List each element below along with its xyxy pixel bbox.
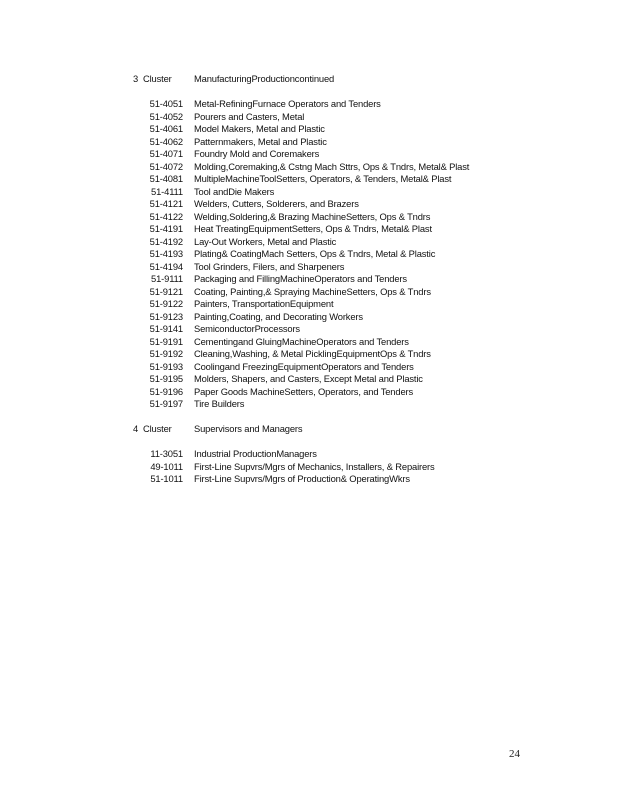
occupation-title: Packaging and FillingMachineOperators and Tenders — [194, 273, 407, 284]
occupation-title: Tool andDie Makers — [194, 185, 275, 197]
occupation-title: Tire Builders — [194, 398, 245, 409]
occupation-title: Model Makers, Metal and Plastic — [194, 123, 325, 134]
occupation-code: 51-4122 — [149, 210, 183, 222]
occupation-row — [133, 136, 469, 149]
occupation-code: 51-4194 — [149, 260, 183, 272]
occupation-code: 49-1011 — [150, 460, 183, 472]
occupation-row — [133, 336, 469, 349]
occupation-row — [133, 211, 469, 224]
occupation-code: 51-4111 — [151, 185, 183, 197]
cluster-label: Cluster — [143, 73, 172, 84]
occupation-title: SemiconductorProcessors — [194, 323, 300, 334]
occupation-row — [133, 186, 469, 199]
cluster-label: Cluster — [143, 423, 172, 434]
occupation-code: 11-3051 — [150, 448, 183, 459]
occupation-code: 51-4121 — [149, 198, 183, 209]
occupation-title: Patternmakers, Metal and Plastic — [194, 135, 327, 147]
occupation-row — [133, 348, 469, 361]
occupation-code: 51-9111 — [151, 273, 183, 284]
occupation-code: 51-9197 — [149, 398, 183, 409]
occupation-title: Cleaning,Washing, & Metal PicklingEquipmentOps & Tndrs — [194, 348, 431, 359]
occupation-title: Foundry Mold and Coremakers — [194, 148, 320, 159]
cluster-4-occupation-list — [133, 448, 435, 486]
occupation-code: 51-4192 — [149, 235, 183, 247]
occupation-code: 51-4052 — [149, 110, 183, 122]
page-number: 24 — [509, 748, 520, 760]
occupation-row — [133, 223, 469, 236]
occupation-row — [133, 361, 469, 374]
occupation-code: 51-4061 — [149, 123, 183, 134]
cluster-3-occupation-list — [133, 98, 469, 411]
occupation-row — [133, 248, 469, 261]
occupation-title: Welding,Soldering,& Brazing MachineSetters, Ops & Tndrs — [194, 210, 431, 222]
occupation-row — [133, 161, 469, 174]
occupation-title: Molding,Coremaking,& Cstng Mach Sttrs, Ops & Tndrs, Metal& Plast — [194, 160, 470, 172]
occupation-code: 51-4072 — [149, 160, 183, 172]
occupation-code: 51-9191 — [149, 335, 183, 347]
occupation-row — [133, 386, 469, 399]
occupation-title: First-Line Supvrs/Mgrs of Production& OperatingWkrs — [194, 473, 410, 484]
occupation-title: Paper Goods MachineSetters, Operators, and Tenders — [194, 385, 414, 397]
cluster-4-heading — [133, 423, 302, 435]
occupation-row — [133, 123, 469, 136]
occupation-row — [133, 373, 469, 386]
cluster-number: 3 — [133, 73, 139, 84]
occupation-title: Industrial ProductionManagers — [194, 448, 317, 459]
occupation-title: Heat TreatingEquipmentSetters, Ops & Tndrs, Metal& Plast — [194, 223, 432, 234]
occupation-row — [133, 173, 469, 186]
occupation-code: 51-1011 — [150, 473, 183, 484]
occupation-title: Welders, Cutters, Solderers, and Brazers — [194, 198, 359, 209]
occupation-code: 51-9193 — [149, 360, 183, 372]
occupation-title: Lay-Out Workers, Metal and Plastic — [194, 235, 337, 247]
occupation-title: MultipleMachineToolSetters, Operators, & Tenders, Metal& Plast — [194, 173, 452, 184]
occupation-title: Pourers and Casters, Metal — [194, 110, 305, 122]
occupation-row — [133, 236, 469, 249]
occupation-title: Molders, Shapers, and Casters, Except Metal and Plastic — [194, 373, 423, 384]
occupation-row — [133, 286, 469, 299]
occupation-row — [133, 148, 469, 161]
occupation-code: 51-9192 — [149, 348, 183, 359]
occupation-code: 51-4051 — [149, 98, 183, 109]
occupation-title: Plating& CoatingMach Setters, Ops & Tndrs, Metal & Plastic — [194, 248, 436, 259]
cluster-number: 4 — [133, 423, 139, 434]
occupation-code: 51-4193 — [149, 248, 183, 259]
occupation-code: 51-9195 — [149, 373, 183, 384]
occupation-title: Painters, TransportationEquipment — [194, 298, 334, 309]
occupation-code: 51-4081 — [149, 173, 183, 184]
occupation-code: 51-9196 — [149, 385, 183, 397]
occupation-row — [133, 323, 469, 336]
occupation-code: 51-4071 — [149, 148, 183, 159]
occupation-code: 51-9121 — [149, 285, 183, 297]
occupation-row — [133, 198, 469, 211]
occupation-row — [133, 461, 435, 474]
cluster-3-heading — [133, 73, 334, 85]
cluster-title: Supervisors and Managers — [194, 423, 303, 434]
occupation-code: 51-9141 — [149, 323, 183, 334]
occupation-title: Coating, Painting,& Spraying MachineSetters, Ops & Tndrs — [194, 285, 431, 297]
occupation-row — [133, 261, 469, 274]
occupation-row — [133, 311, 469, 324]
occupation-row — [133, 298, 469, 311]
occupation-row — [133, 111, 469, 124]
occupation-code: 51-9122 — [149, 298, 183, 309]
occupation-code: 51-4191 — [149, 223, 183, 234]
occupation-row — [133, 98, 469, 111]
occupation-row — [133, 273, 469, 286]
occupation-title: Cementingand GluingMachineOperators and Tenders — [194, 335, 409, 347]
occupation-code: 51-4062 — [149, 135, 183, 147]
occupation-row — [133, 448, 435, 461]
occupation-row — [133, 398, 469, 411]
occupation-title: First-Line Supvrs/Mgrs of Mechanics, Installers, & Repairers — [194, 460, 435, 472]
occupation-title: Metal-RefiningFurnace Operators and Tenders — [194, 98, 381, 109]
occupation-title: Tool Grinders, Filers, and Sharpeners — [194, 260, 345, 272]
occupation-code: 51-9123 — [149, 310, 183, 322]
occupation-title: Coolingand FreezingEquipmentOperators and Tenders — [194, 360, 414, 372]
occupation-title: Painting,Coating, and Decorating Workers — [194, 310, 363, 322]
occupation-row — [133, 473, 435, 486]
cluster-title: ManufacturingProductioncontinued — [194, 73, 335, 84]
